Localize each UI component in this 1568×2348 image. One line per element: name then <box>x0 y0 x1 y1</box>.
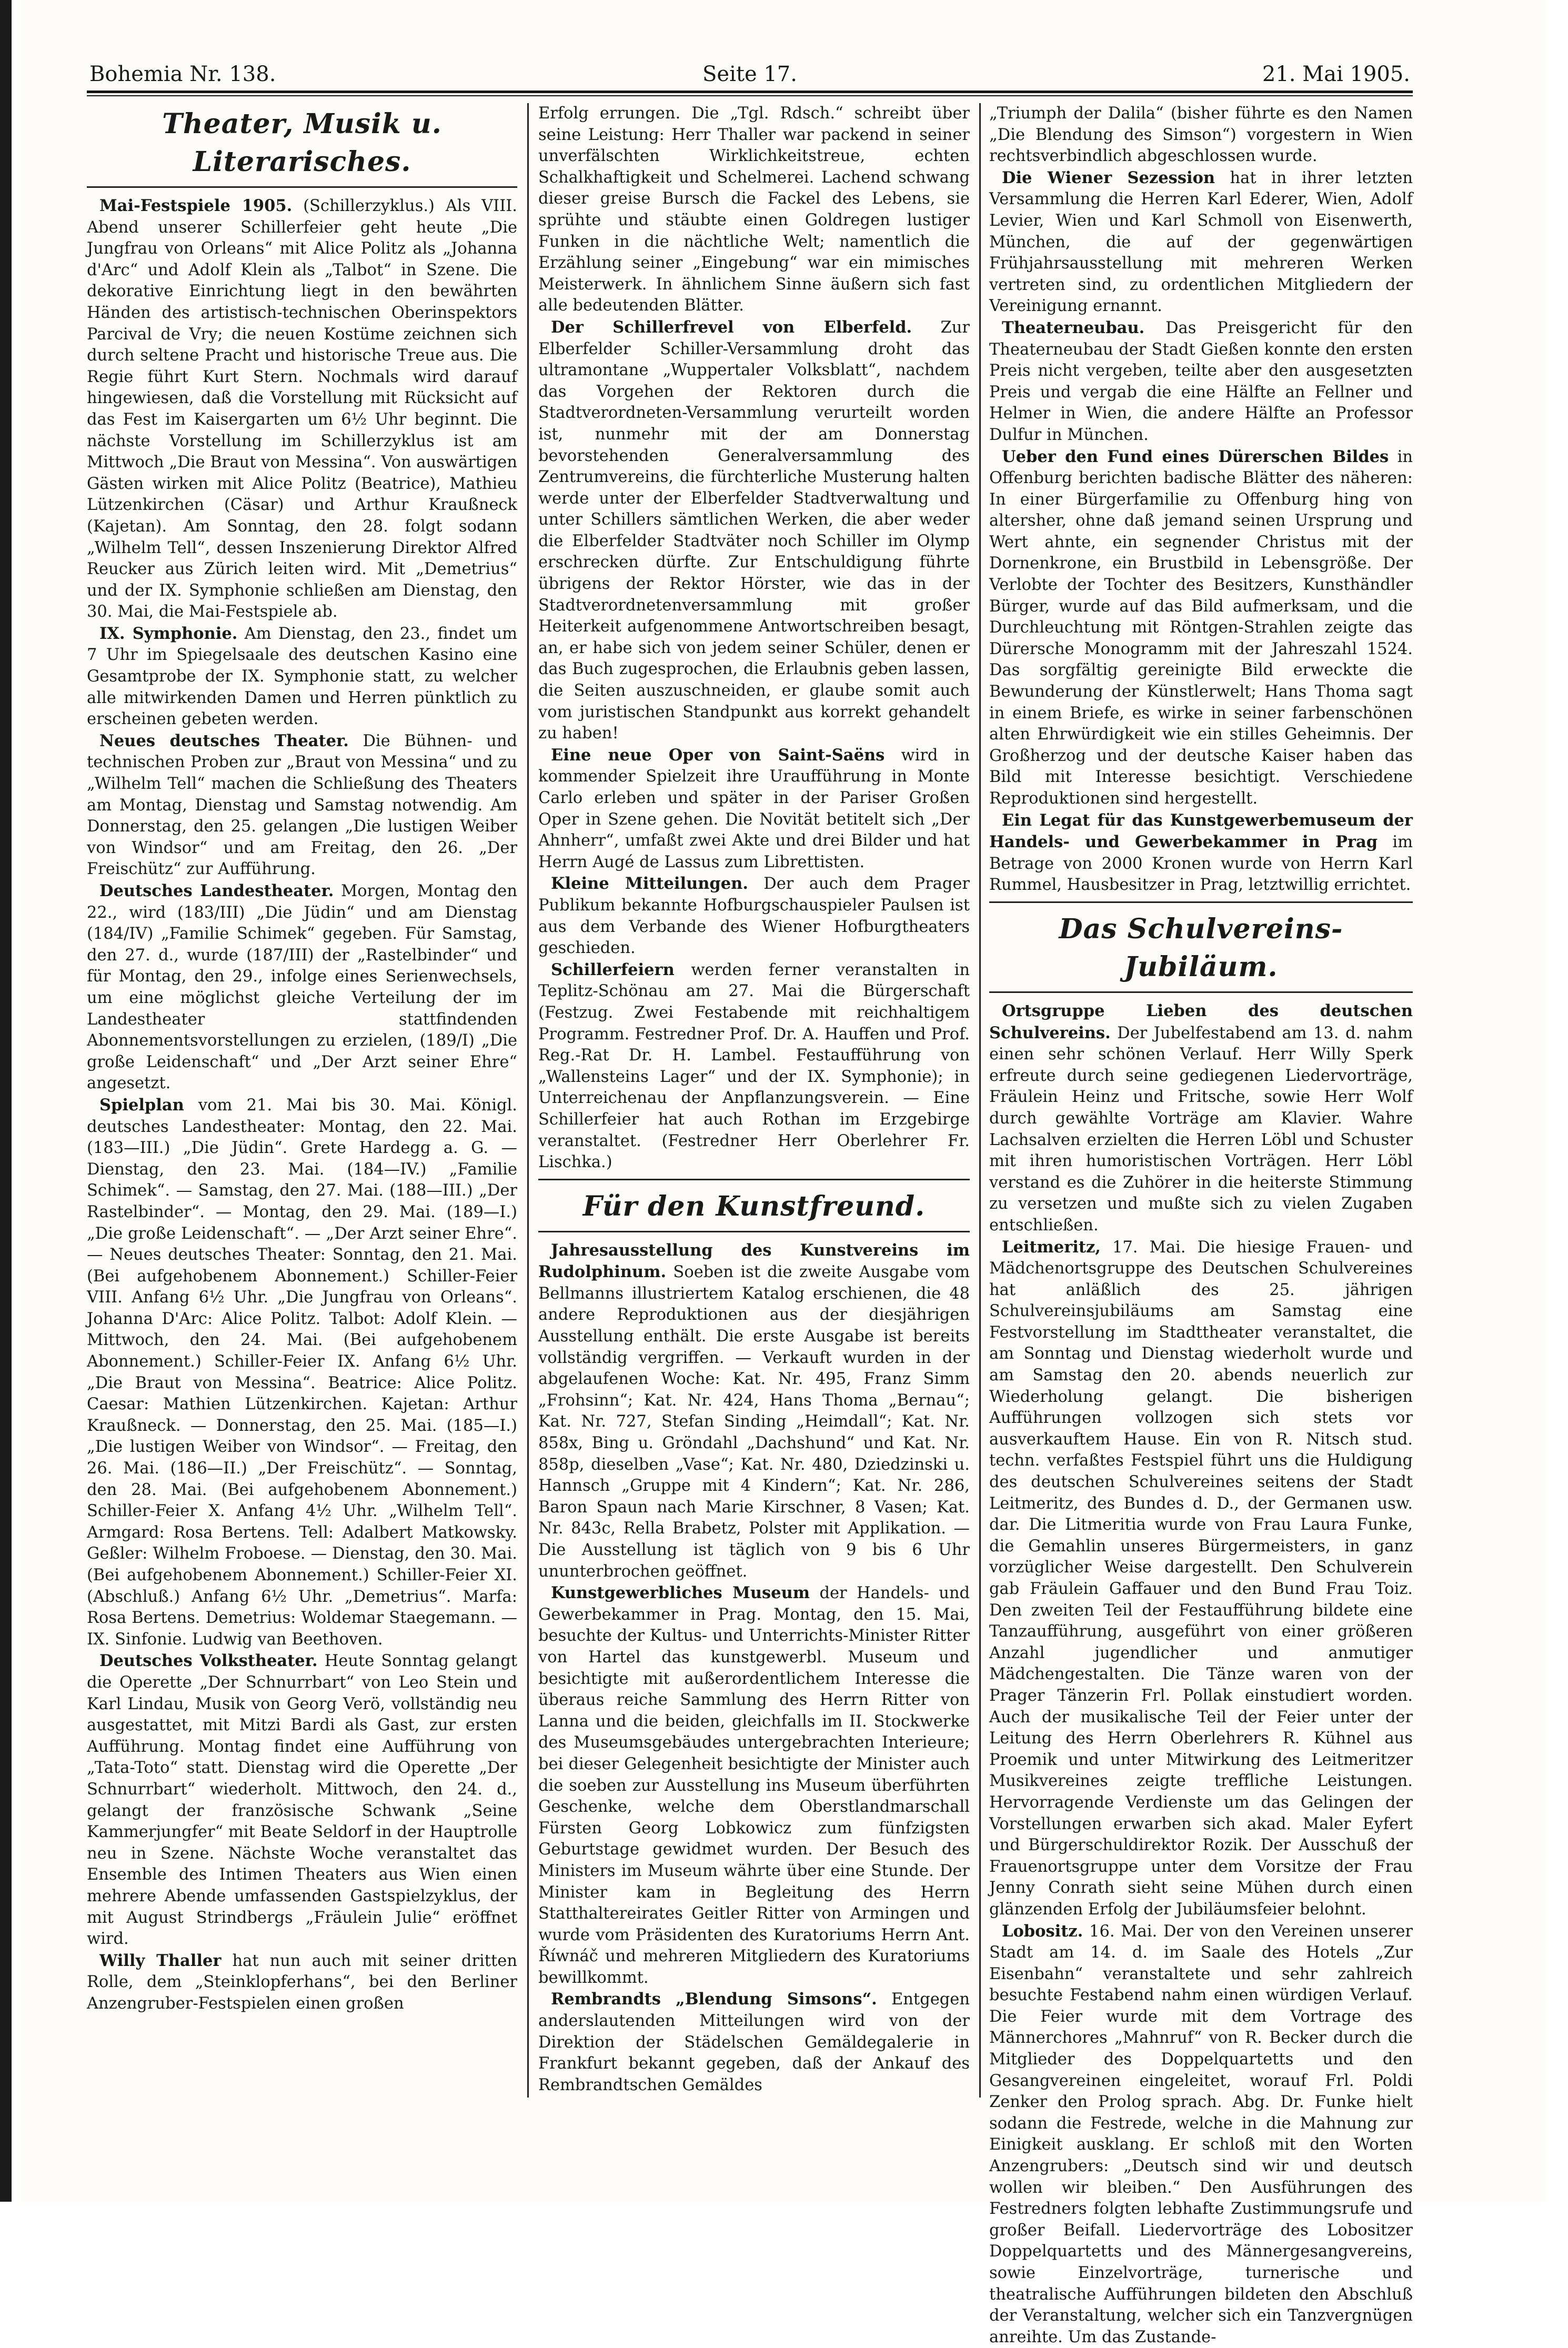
section-rule <box>538 1231 970 1232</box>
article-paragraph <box>989 1000 1413 1237</box>
column-divider <box>527 103 529 2098</box>
article-text: Entgegen anderslautenden Mitteilungen wird von der Direktion der Städelschen Gemäldegalerie in Frankfurt bekannt gegeben, daß der Ankauf des Rembrandtschen Gemäldes <box>538 1990 970 2094</box>
article-heading: Ueber den Fund eines Dürerschen Bildes <box>1002 447 1389 466</box>
article-text: im Betrage von 2000 Kronen wurde von Herrn Karl Rummel, Hausbesitzer in Prag, letztwillig errichtet. <box>989 833 1413 894</box>
article-text: „Triumph der Dalila“ (bisher führte es den Namen „Die Blendung des Simson“) vorgestern in Wien rechtsverbindlich abgeschlossen wurde. <box>989 104 1413 165</box>
header-date: 21. Mai 1905. <box>1262 62 1410 86</box>
article-paragraph <box>87 880 517 1095</box>
article-paragraph <box>989 103 1413 167</box>
article-text: Morgen, Montag den 22., wird (183/III) „Die Jüdin“ und am Dienstag (184/IV) „Familie Schimek“ gegeben. Für Samstag, den 27. d., wurde (187/III) der „Rastelbinder“ und für Montag, den 29., infolge eines Serienwechsels, um eine möglichst gleiche Verteilung der im Landestheater stattfindenden Abonnementsvorstellungen zu erzielen, (189/I) „Die große Leidenschaft“ und „Der Arzt seiner Ehre“ angesetzt. <box>87 882 517 1092</box>
article-paragraph <box>87 1950 517 2015</box>
article-paragraph <box>87 195 517 623</box>
section-rule <box>989 901 1413 903</box>
article-text: hat nun auch mit seiner dritten Rolle, dem „Steinklopferhans“, bei den Berliner Anzengruber-Festspielen einen großen <box>87 1952 517 2013</box>
article-heading: IX. Symphonie. <box>99 624 237 643</box>
article-heading: Ein Legat für das Kunstgewerbemuseum der Handels- und Gewerbekammer in Prag <box>989 811 1413 852</box>
article-text: 17. Mai. Die hiesige Frauen- und Mädchenortsgruppe des Deutschen Schulvereines hat anläßlich des 25. jährigen Schulvereinsjubiläums am Samstag eine Festvorstellung im Stadttheater veranstaltet, die am Sonntag und Dienstag wiederholt wurde und am Samstag den 20. abends neuerlich zur Wiederholung gelangt. Die bisherigen Aufführungen vollzogen sich stets vor ausverkauftem Hause. Ein von R. Nitsch stud. techn. verfaßtes Festspiel führt uns die Huldigung des deutschen Schulvereines seitens der Stadt Leitmeritz, des Bundes d. D., der Germanen usw. dar. Die Litmeritia wurde von Frau Laura Funke, die Gemahlin unseres Bürgermeisters, in ganz vorzüglicher Weise dargestellt. Den Schulverein gab Fräulein Gaffauer und den Bund Frau Toiz. Den zweiten Teil der Festaufführung bildete eine Tanzaufführung, ausgeführt von einer größeren Anzahl jugendlicher und anmutiger Mädchengestalten. Die Tänze waren von der Prager Tänzerin Frl. Pollak einstudiert worden. Auch der musikalische Teil der Feier unter der Leitung des Herrn Oberlehrers R. Kühnel aus Proemik und unter Mitwirkung des Leitmeritzer Musikvereines zeigte treffliche Leistungen. Hervorragende Verdienste um das Gelingen der Vorstellungen erwarben sich akad. Maler Eyfert und Bürgerschuldirektor Rozik. Der Ausschuß der Frauenortsgruppe unter dem Vorsitze der Frau Jenny Conrath sieht seine Mühen durch einen glänzenden Erfolg der Jubiläumsfeier belohnt. <box>989 1238 1413 1919</box>
section-title-schulverein: Das Schulvereins-Jubiläum. <box>989 910 1413 986</box>
article-heading: Mai-Festspiele 1905. <box>99 196 292 215</box>
article-text: Heute Sonntag gelangt die Operette „Der Schnurrbart“ von Leo Stein und Karl Lindau, Musik von Georg Verö, vollständig neu ausgestattet, mit Mitzi Bardi als Gast, zur ersten Aufführung. Montag findet eine Aufführung von „Tata-Toto“ statt. Dienstag wird die Operette „Der Schnurrbart“ wiederholt. Mittwoch, den 24. d., gelangt der französische Schwank „Seine Kammerjungfer“ mit Beate Seldorf in der Hauptrolle neu in Szene. Nächste Woche veranstaltet das Ensemble des Intimen Theaters aus Wien einen mehrere Abende umfassenden Gastspielzyklus, der mit August Strindbergs „Fräulein Julie“ eröffnet wird. <box>87 1652 517 1948</box>
article-heading: Leitmeritz, <box>1002 1238 1101 1257</box>
article-text: Am Dienstag, den 23., findet um 7 Uhr im Spiegelsaale des deutschen Kasino eine Gesamtprobe der IX. Symphonie statt, zu welcher alle mitwirkenden Damen und Herren pünktlich zu erscheinen gebeten werden. <box>87 625 517 728</box>
article-text: Zur Elberfelder Schiller-Versammlung droht das ultramontane „Wuppertaler Volksblatt“, nachdem das Vorgehen der Rektoren durch die Stadtverordneten-Versammlung verurteilt worden ist, nunmehr mit der am Donnerstag bevorstehenden Generalversammlung des Zentrumvereins, die fürchterliche Musterung halten werde unter der Elberfelder Stadtverwaltung und unter Schillers sämtlichen Werken, die aber weder die Elberfelder Stadtväter noch Schiller im Olymp erschrecken dürfte. Zur Entschuldigung führte übrigens der Rektor Hörster, wie das in der Stadtverordnetenversammlung mit großer Heiterkeit aufgenommene Antwortschreiben besagt, an, er habe sich von jedem seiner Schüler, denen er das Buch zugesprochen, die Erlaubnis geben lassen, die Seiten auszuschneiden, er glaube somit auch vom juristischen Standpunkt aus korrekt gehandelt zu haben! <box>538 318 970 742</box>
article-text: hat in ihrer letzten Versammlung die Herren Karl Ederer, Wien, Adolf Levier, Wien und Karl Schmoll von Eisenwerth, München, die auf der gegenwärtigen Frühjahrsausstellung mit mehreren Werken vertreten sind, zu ordentlichen Mitgliedern der Vereinigung ernannt. <box>989 169 1413 316</box>
column-1 <box>87 103 517 2113</box>
article-paragraph <box>989 1237 1413 1921</box>
article-heading: Rembrandts „Blendung Simsons“. <box>551 1990 877 2009</box>
article-heading: Deutsches Volkstheater. <box>99 1651 318 1670</box>
section-title-kunstfreund: Für den Kunstfreund. <box>538 1188 970 1226</box>
article-paragraph <box>989 317 1413 446</box>
section-rule <box>989 991 1413 993</box>
article-text: Die Bühnen- und technischen Proben zur „Braut von Messina“ und zu „Wilhelm Tell“ machen die Schließung des Theaters am Montag, Dienstag und Samstag notwendig. Am Donnerstag, den 25. gelangen „Die lustigen Weiber von Windsor“ und am Freitag, den 26. „Der Freischütz“ zur Aufführung. <box>87 732 517 879</box>
article-heading: Ortsgruppe Lieben des deutschen Schulvereins. <box>989 1001 1413 1042</box>
article-paragraph <box>538 873 970 959</box>
article-text: werden ferner veranstalten in Teplitz-Schönau am 27. Mai die Bürgerschaft (Festzug. Zwei Festabende mit reichhaltigem Programm. Festredner Prof. Dr. A. Hauffen und Prof. Reg.-Rat Dr. H. Lambel. Festaufführung von „Wallensteins Lager“ und der IX. Symphonie); in Unterreichenau der Anpflanzungsverein. — Eine Schillerfeier hat auch Rothan im Erzgebirge veranstaltet. (Festredner Herr Oberlehrer Fr. Lischka.) <box>538 961 970 1171</box>
article-paragraph <box>538 1240 970 1583</box>
article-heading: Neues deutsches Theater. <box>99 731 349 750</box>
section-rule <box>538 1179 970 1180</box>
article-paragraph <box>87 623 517 730</box>
article-paragraph <box>87 1650 517 1950</box>
section-title-theater: Theater, Musik u. Literarisches. <box>87 105 517 181</box>
article-heading: Kleine Mitteilungen. <box>551 874 748 893</box>
article-paragraph <box>989 167 1413 317</box>
column-3 <box>989 103 1413 2113</box>
article-paragraph <box>538 1989 970 2096</box>
article-paragraph <box>538 745 970 874</box>
article-paragraph <box>87 1095 517 1650</box>
column-2 <box>538 103 970 2113</box>
page-header <box>89 62 1410 94</box>
article-heading: Willy Thaller <box>99 1951 221 1970</box>
header-masthead: Bohemia Nr. 138. <box>89 62 276 86</box>
article-paragraph <box>538 317 970 745</box>
article-text: (Schillerzyklus.) Als VIII. Abend unserer Schillerfeier geht heute „Die Jungfrau von Orleans“ mit Alice Politz als „Johanna d'Arc“ und Adolf Klein als „Talbot“ in Szene. Die dekorative Einrichtung liegt in den bewährten Händen des artistisch-technischen Oberinspektors Parcival de Vry; die neuen Kostüme zeichnen sich durch seltene Pracht und historische Treue aus. Die Regie führt Kurt Stern. Nochmals wird darauf hingewiesen, daß die Vorstellung mit Rücksicht auf das Fest im Kaisergarten um 6½ Uhr beginnt. Die nächste Vorstellung im Schillerzyklus ist am Mittwoch „Die Braut von Messina“. Von auswärtigen Gästen wirken mit Alice Politz (Beatrice), Mathieu Lützenkirchen (Cäsar) und Arthur Kraußneck (Kajetan). Am Sonntag, den 28. folgt sodann „Wilhelm Tell“, dessen Inszenierung Direktor Alfred Reucker aus Zürich leiten wird. Mit „Demetrius“ und der IX. Symphonie schließen am Dienstag, den 30. Mai, die Mai-Festspiele ab. <box>87 197 517 621</box>
article-heading: Eine neue Oper von Saint-Saëns <box>551 746 884 765</box>
column-divider <box>979 103 981 2098</box>
article-heading: Schillerfeiern <box>551 960 675 979</box>
article-heading: Lobositz. <box>1002 1922 1083 1941</box>
section-rule <box>87 186 517 188</box>
article-paragraph <box>989 1921 1413 2348</box>
article-paragraph <box>989 446 1413 810</box>
article-heading: Der Schillerfrevel von Elberfeld. <box>551 318 912 337</box>
article-heading: Jahresausstellung des Kunstvereins im Rudolphinum. <box>538 1241 970 1282</box>
article-paragraph <box>538 959 970 1173</box>
article-paragraph <box>538 103 970 317</box>
article-text: Der Jubelfestabend am 13. d. nahm einen sehr schönen Verlauf. Herr Willy Sperk erfreute durch seine gediegenen Liedervorträge, Fräulein Heinz und Fritsche, sowie Herr Wolf durch gewählte Vorträge am Klavier. Wahre Lachsalven erzielten die Herren Löbl und Schuster mit ihren humoristischen Vorträgen. Herr Löbl verstand es die Zuhörer in die heiterste Stimmung zu versetzen und mußte sich zu vielen Zugaben entschließen. <box>989 1024 1413 1235</box>
article-paragraph <box>538 1582 970 1989</box>
article-heading: Spielplan <box>99 1096 184 1115</box>
article-text: der Handels- und Gewerbekammer in Prag. Montag, den 15. Mai, besuchte der Kultus- und Unterrichts-Minister Ritter von Hartel das kunstgewerbl. Museum und besichtigte mit außerordentlichem Interesse die überaus reiche Sammlung des Herrn Ritter von Lanna und die beiden, gleichfalls im II. Stockwerke des Museumsgebäudes untergebrachten Interieure; bei dieser Gelegenheit besichtigte der Minister auch die soeben zur Ausstellung ins Museum überführten Geschenke, welche dem Oberstlandmarschall Fürsten Georg Lobkowicz zum fünfzigsten Geburtstage gewidmet wurden. Der Besuch des Ministers im Museum währte über eine Stunde. Der Minister kam in Begleitung des Herrn Statthaltereirates Geitler Ritter von Armingen und wurde vom Präsidenten des Kuratoriums Herrn Ant. Říwnáč und mehreren Mitgliedern des Kuratoriums bewillkommt. <box>538 1584 970 1987</box>
article-text: Das Preisgericht für den Theaterneubau der Stadt Gießen konnte den ersten Preis nicht vergeben, teilte aber den ausgesetzten Preis und vergab die eine Hälfte an Fellner und Helmer in Wien, die andere Hälfte an Professor Dulfur in München. <box>989 319 1413 444</box>
article-heading: Theaterneubau. <box>1002 318 1144 337</box>
article-heading: Die Wiener Sezession <box>1002 168 1215 187</box>
article-text: wird in kommender Spielzeit ihre Uraufführung in Monte Carlo erleben und später in der Pariser Großen Oper in Szene gehen. Die Novität betitelt sich „Der Ahnherr“, umfaßt zwei Akte und drei Bilder und hat Herrn Augé de Lassus zum Librettisten. <box>538 746 970 871</box>
article-paragraph <box>989 810 1413 896</box>
article-text: in Offenburg berichten badische Blätter des näheren: In einer Bürgerfamilie zu Offenburg hing von altersher, ohne daß jemand seinen Ursprung und Wert ahnte, ein segnender Christus mit der Dornenkrone, ein Brustbild in Lebensgröße. Der Verlobte der Tochter des Besitzers, Kunsthändler Bürger, wurde auf das Bild aufmerksam, und die Durchleuchtung mit Röntgen-Strahlen zeigte das Dürersche Monogramm mit der Jahreszahl 1524. Das sorgfältig gereinigte Bild erweckte die Bewunderung der Künstlerwelt; Hans Thoma sagt in einem Briefe, es wirke in seiner farbenschönen alten Ehrwürdigkeit wie ein stilles Geheimnis. Der Großherzog und der deutsche Kaiser haben das Bild mit Interesse besichtigt. Verschiedene Reproduktionen sind hergestellt. <box>989 448 1413 808</box>
article-paragraph <box>87 730 517 880</box>
article-text: Erfolg errungen. Die „Tgl. Rdsch.“ schreibt über seine Leistung: Herr Thaller war packend in seiner unverfälschten Wirklichkeitstreue, echten Schalkhaftigkeit und Schelmerei. Lachend schwang dieser greise Bursch die Fackel des Lebens, sie sprühte und stäubte einen Goldregen lustiger Funken in die nächtliche Welt; namentlich die Erzählung seiner „Eingebung“ war ein mimisches Meisterwerk. In ähnlichem Sinne äußern sich fast alle bedeutenden Blätter. <box>538 104 970 315</box>
article-text: 16. Mai. Der von den Vereinen unserer Stadt am 14. d. im Saale des Hotels „Zur Eisenbahn“ veranstaltete und sehr zahlreich besuchte Festabend nahm einen würdigen Verlauf. Die Feier wurde mit dem Vortrage des Männerchores „Mahnruf“ von R. Becker durch die Mitglieder des Doppelquartetts und den Gesangvereinen eingeleitet, worauf Frl. Poldi Zenker den Prolog sprach. Abg. Dr. Funke hielt sodann die Festrede, welche in die Mahnung zur Einigkeit ausklang. Er schloß mit den Worten Anzengrubers: „Deutsch sind wir und deutsch wollen wir bleiben.“ Den Ausführungen des Festredners folgten lebhafte Zustimmungsrufe und großer Beifall. Liedervorträge des Lobositzer Doppelquartetts und des Männergesangvereins, sowie Einzelvorträge, turnerische und theatralische Aufführungen bildeten den Abschluß der Veranstaltung, welcher sich ein Tanzvergnügen anreihte. Um das Zustande- <box>989 1922 1413 2346</box>
article-heading: Kunstgewerbliches Museum <box>551 1583 810 1602</box>
article-text: Der auch dem Prager Publikum bekannte Hofburgschauspieler Paulsen ist aus dem Verbande des Wiener Hofburgtheaters geschieden. <box>538 875 970 957</box>
article-text: Soeben ist die zweite Ausgabe vom Bellmanns illustriertem Katalog erschienen, die 48 andere Reproduktionen aus der diesjährigen Ausstellung enthält. Die erste Ausgabe ist bereits vollständig vergriffen. — Verkauft wurden in der abgelaufenen Woche: Kat. Nr. 495, Franz Simm „Frohsinn“; Kat. Nr. 424, Hans Thoma „Bernau“; Kat. Nr. 727, Stefan Sinding „Heimdall“; Kat. Nr. 858x, Bing u. Gröndahl „Dachshund“ und Kat. Nr. 858p, dieselben „Vase“; Kat. Nr. 480, Dziedzinski u. Hannsch „Gruppe mit 4 Kindern“; Kat. Nr. 286, Baron Spaun nach Marie Kirschner, 8 Vasen; Kat. Nr. 843c, Rella Brabetz, Polster mit Applikation. — Die Ausstellung ist täglich von 9 bis 6 Uhr ununterbrochen geöffnet. <box>538 1263 970 1580</box>
page-edge <box>0 0 12 2202</box>
header-page-number: Seite 17. <box>89 62 1410 86</box>
article-text: vom 21. Mai bis 30. Mai. Königl. deutsches Landestheater: Montag, den 22. Mai. (183—III.) „Die Jüdin“. Grete Hardegg a. G. — Dienstag, den 23. Mai. (184—IV.) „Familie Schimek“. — Samstag, den 27. Mai. (188—III.) „Der Rastelbinder“. — Montag, den 29. Mai. (189—I.) „Die große Leidenschaft“. — „Der Arzt seiner Ehre“. — Neues deutsches Theater: Sonntag, den 21. Mai. (Bei aufgehobenem Abonnement.) Schiller-Feier VIII. Anfang 6½ Uhr. „Die Jungfrau von Orleans“. Johanna D'Arc: Alice Politz. Talbot: Adolf Klein. — Mittwoch, den 24. Mai. (Bei aufgehobenem Abonnement.) Schiller-Feier IX. Anfang 6½ Uhr. „Die Braut von Messina“. Beatrice: Alice Politz. Caesar: Mathien Lützenkirchen. Kajetan: Arthur Kraußneck. — Donnerstag, den 25. Mai. (185—I.) „Die lustigen Weiber von Windsor“. — Freitag, den 26. Mai. (186—II.) „Der Freischütz“. — Sonntag, den 28. Mai. (Bei aufgehobenem Abonnement.) Schiller-Feier X. Anfang 4½ Uhr. „Wilhelm Tell“. Armgard: Rosa Bertens. Tell: Adalbert Matkowsky. Geßler: Wilhelm Froboese. — Dienstag, den 30. Mai. (Bei aufgehobenem Abonnement.) Schiller-Feier XI. (Abschluß.) Anfang 6½ Uhr. „Demetrius“. Marfa: Rosa Bertens. Demetrius: Woldemar Staegemann. — IX. Sinfonie. Ludwig van Beethoven. <box>87 1096 517 1649</box>
header-rule <box>87 91 1413 96</box>
article-heading: Deutsches Landestheater. <box>99 881 334 900</box>
